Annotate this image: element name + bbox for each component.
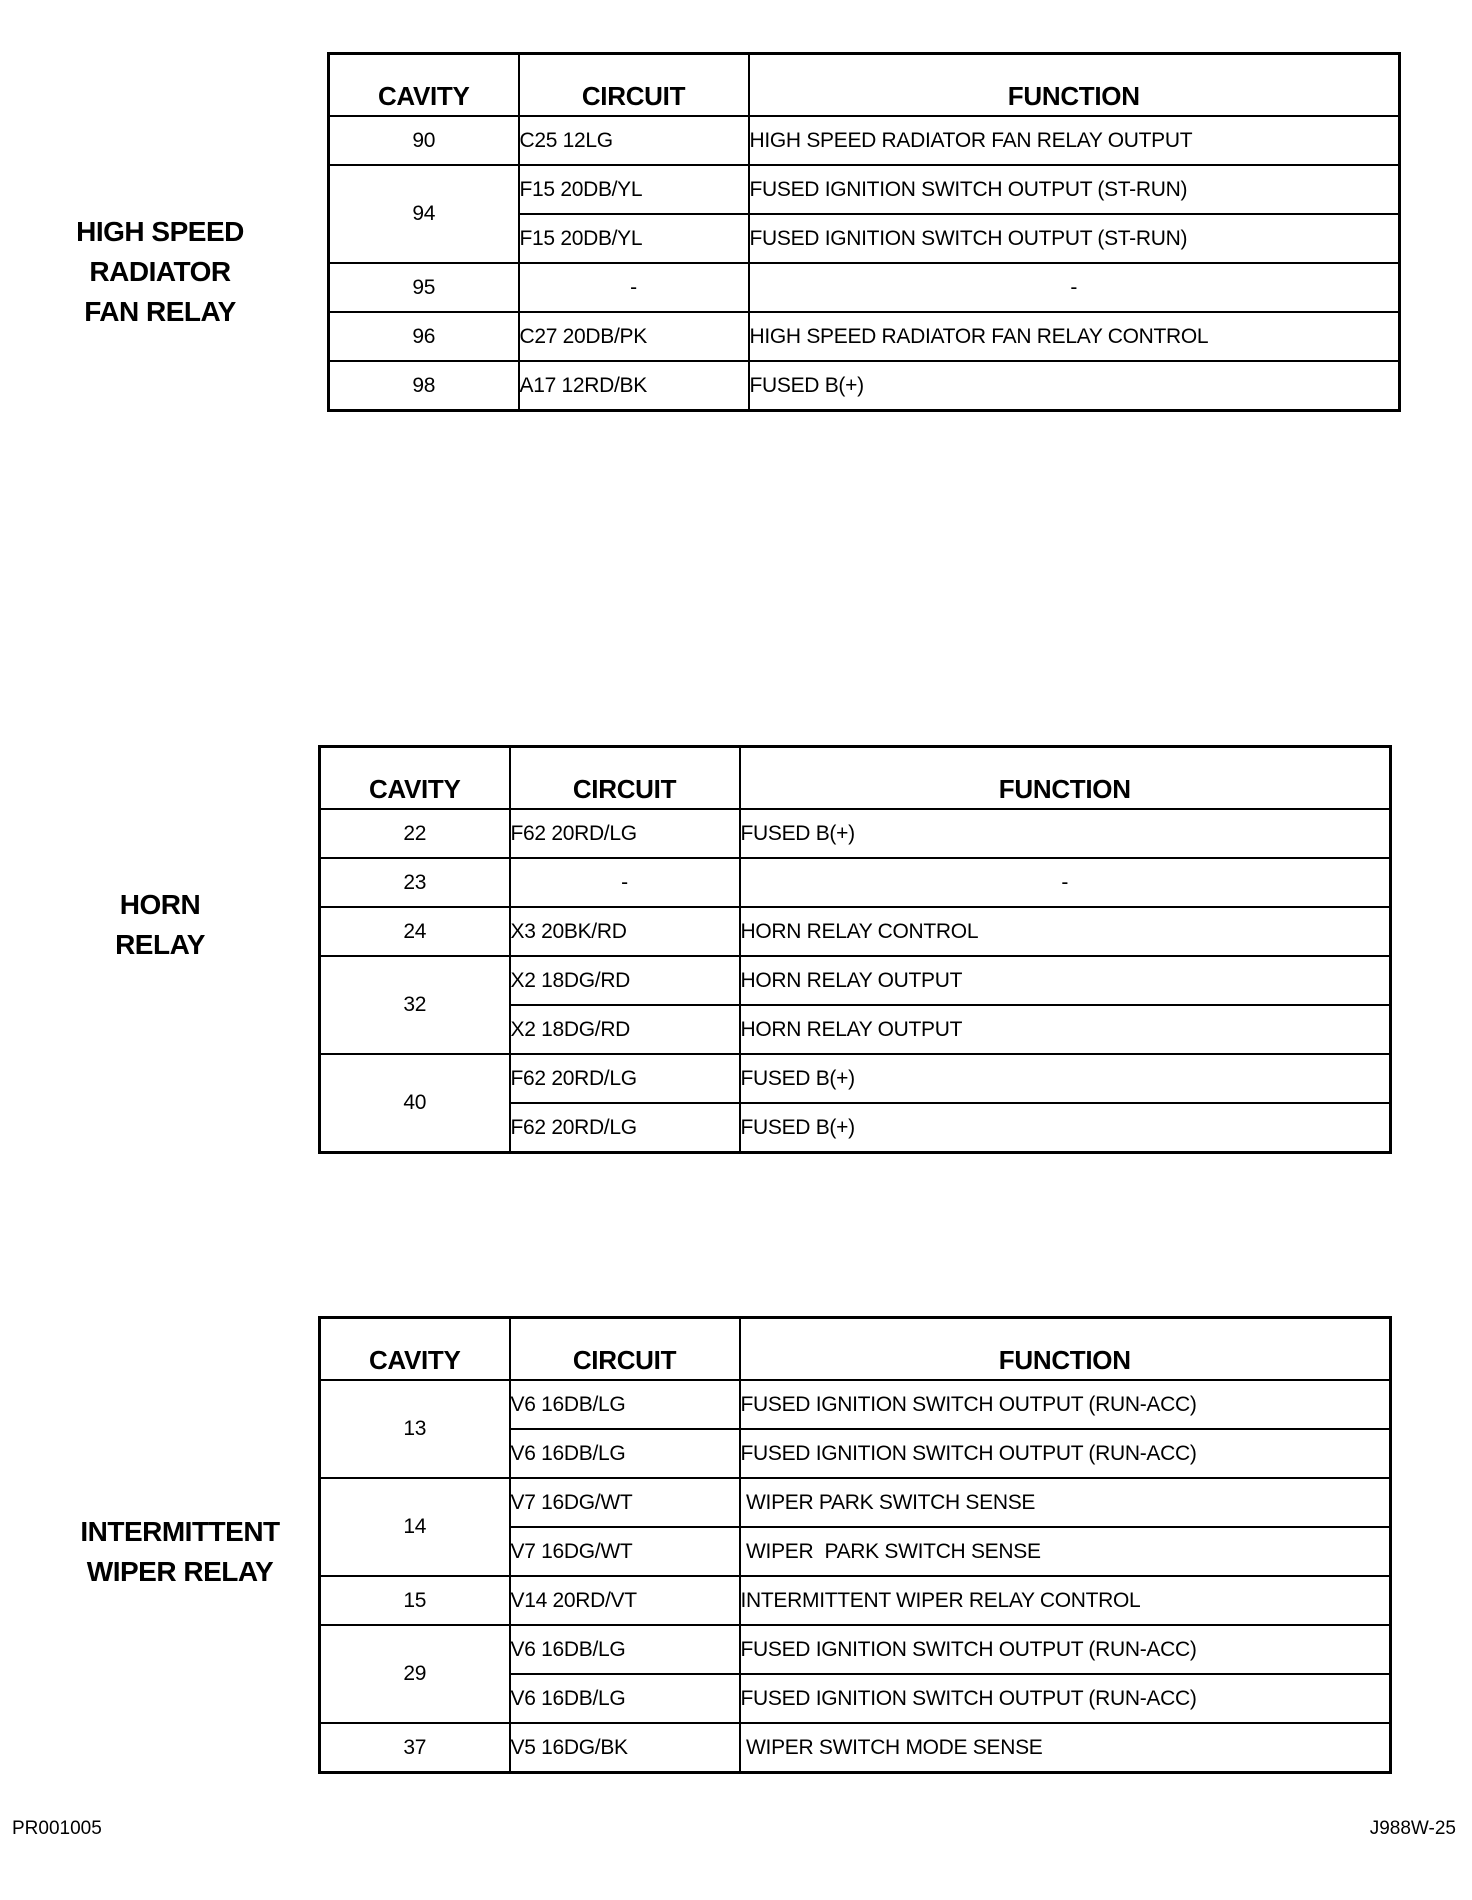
pin-table-fan-relay (327, 52, 1401, 412)
figure-code-left: PR001005 (12, 1818, 102, 1839)
table-row (329, 361, 1400, 411)
function-cell: HORN RELAY OUTPUT (740, 1005, 1391, 1054)
circuit-cell: F62 20RD/LG (510, 809, 740, 858)
table-row (320, 1380, 1391, 1429)
cavity-cell: 96 (329, 312, 519, 361)
table-body (329, 116, 1400, 411)
cavity-cell: 98 (329, 361, 519, 411)
table-row (320, 1625, 1391, 1674)
function-cell: HIGH SPEED RADIATOR FAN RELAY CONTROL (749, 312, 1400, 361)
cavity-cell: 23 (320, 858, 510, 907)
function-cell: WIPER PARK SWITCH SENSE (740, 1478, 1391, 1527)
function-cell: FUSED IGNITION SWITCH OUTPUT (RUN-ACC) (740, 1625, 1391, 1674)
cavity-cell: 15 (320, 1576, 510, 1625)
function-cell: FUSED IGNITION SWITCH OUTPUT (RUN-ACC) (740, 1674, 1391, 1723)
function-cell: WIPER PARK SWITCH SENSE (740, 1527, 1391, 1576)
cavity-cell: 22 (320, 809, 510, 858)
label-line: RELAY (115, 929, 205, 960)
circuit-cell: - (519, 263, 749, 312)
label-line: FAN RELAY (84, 296, 236, 327)
function-cell: FUSED B(+) (740, 809, 1391, 858)
header-circuit: CIRCUIT (510, 1318, 740, 1381)
table-row (320, 809, 1391, 858)
cavity-cell: 37 (320, 1723, 510, 1773)
cavity-cell: 40 (320, 1054, 510, 1153)
pin-table-wiper-relay (318, 1316, 1392, 1774)
cavity-cell: 29 (320, 1625, 510, 1723)
function-cell: HORN RELAY CONTROL (740, 907, 1391, 956)
table-row (329, 165, 1400, 214)
table-row (320, 1576, 1391, 1625)
function-cell: FUSED B(+) (749, 361, 1400, 411)
cavity-cell: 32 (320, 956, 510, 1054)
table-row (320, 907, 1391, 956)
label-line: HIGH SPEED (76, 216, 244, 247)
label-line: RADIATOR (89, 256, 231, 287)
circuit-cell: C25 12LG (519, 116, 749, 165)
section-label-horn-relay (60, 885, 260, 965)
function-cell: FUSED IGNITION SWITCH OUTPUT (ST-RUN) (749, 165, 1400, 214)
header-function: FUNCTION (740, 1318, 1391, 1381)
circuit-cell: F15 20DB/YL (519, 214, 749, 263)
table-row (329, 312, 1400, 361)
section-label-fan-relay (60, 212, 260, 332)
cavity-cell: 14 (320, 1478, 510, 1576)
table-row (320, 1478, 1391, 1527)
header-function: FUNCTION (740, 747, 1391, 810)
function-cell: HORN RELAY OUTPUT (740, 956, 1391, 1005)
pin-table-horn-relay (318, 745, 1392, 1154)
function-cell: FUSED B(+) (740, 1103, 1391, 1153)
cavity-cell: 13 (320, 1380, 510, 1478)
table-body (320, 1380, 1391, 1773)
header-function: FUNCTION (749, 54, 1400, 117)
circuit-cell: X3 20BK/RD (510, 907, 740, 956)
label-line: HORN (119, 889, 201, 920)
header-cavity: CAVITY (329, 54, 519, 117)
circuit-cell: V6 16DB/LG (510, 1380, 740, 1429)
function-cell: FUSED IGNITION SWITCH OUTPUT (RUN-ACC) (740, 1380, 1391, 1429)
function-cell: - (740, 858, 1391, 907)
circuit-cell: A17 12RD/BK (519, 361, 749, 411)
figure-code-right: J988W-25 (1369, 1818, 1456, 1839)
header-circuit: CIRCUIT (510, 747, 740, 810)
section-label-wiper-relay (60, 1512, 300, 1592)
table-row (320, 1723, 1391, 1773)
circuit-cell: V6 16DB/LG (510, 1429, 740, 1478)
label-line: INTERMITTENT (80, 1516, 280, 1547)
table-row (329, 116, 1400, 165)
table-row (320, 1054, 1391, 1103)
circuit-cell: V7 16DG/WT (510, 1527, 740, 1576)
cavity-cell: 95 (329, 263, 519, 312)
function-cell: - (749, 263, 1400, 312)
table-row (320, 858, 1391, 907)
function-cell: HIGH SPEED RADIATOR FAN RELAY OUTPUT (749, 116, 1400, 165)
cavity-cell: 90 (329, 116, 519, 165)
cavity-cell: 24 (320, 907, 510, 956)
function-cell: WIPER SWITCH MODE SENSE (740, 1723, 1391, 1773)
circuit-cell: F62 20RD/LG (510, 1103, 740, 1153)
circuit-cell: X2 18DG/RD (510, 1005, 740, 1054)
table-body (320, 809, 1391, 1153)
circuit-cell: V6 16DB/LG (510, 1625, 740, 1674)
circuit-cell: - (510, 858, 740, 907)
circuit-cell: F15 20DB/YL (519, 165, 749, 214)
cavity-cell: 94 (329, 165, 519, 263)
function-cell: FUSED B(+) (740, 1054, 1391, 1103)
function-cell: FUSED IGNITION SWITCH OUTPUT (ST-RUN) (749, 214, 1400, 263)
circuit-cell: X2 18DG/RD (510, 956, 740, 1005)
circuit-cell: V14 20RD/VT (510, 1576, 740, 1625)
header-circuit: CIRCUIT (519, 54, 749, 117)
circuit-cell: V6 16DB/LG (510, 1674, 740, 1723)
header-cavity: CAVITY (320, 747, 510, 810)
circuit-cell: V5 16DG/BK (510, 1723, 740, 1773)
circuit-cell: V7 16DG/WT (510, 1478, 740, 1527)
table-row (320, 956, 1391, 1005)
header-row (329, 54, 1400, 117)
table-row (329, 263, 1400, 312)
circuit-cell: C27 20DB/PK (519, 312, 749, 361)
header-row (320, 1318, 1391, 1381)
function-cell: INTERMITTENT WIPER RELAY CONTROL (740, 1576, 1391, 1625)
header-row (320, 747, 1391, 810)
header-cavity: CAVITY (320, 1318, 510, 1381)
label-line: WIPER RELAY (86, 1556, 274, 1587)
circuit-cell: F62 20RD/LG (510, 1054, 740, 1103)
function-cell: FUSED IGNITION SWITCH OUTPUT (RUN-ACC) (740, 1429, 1391, 1478)
